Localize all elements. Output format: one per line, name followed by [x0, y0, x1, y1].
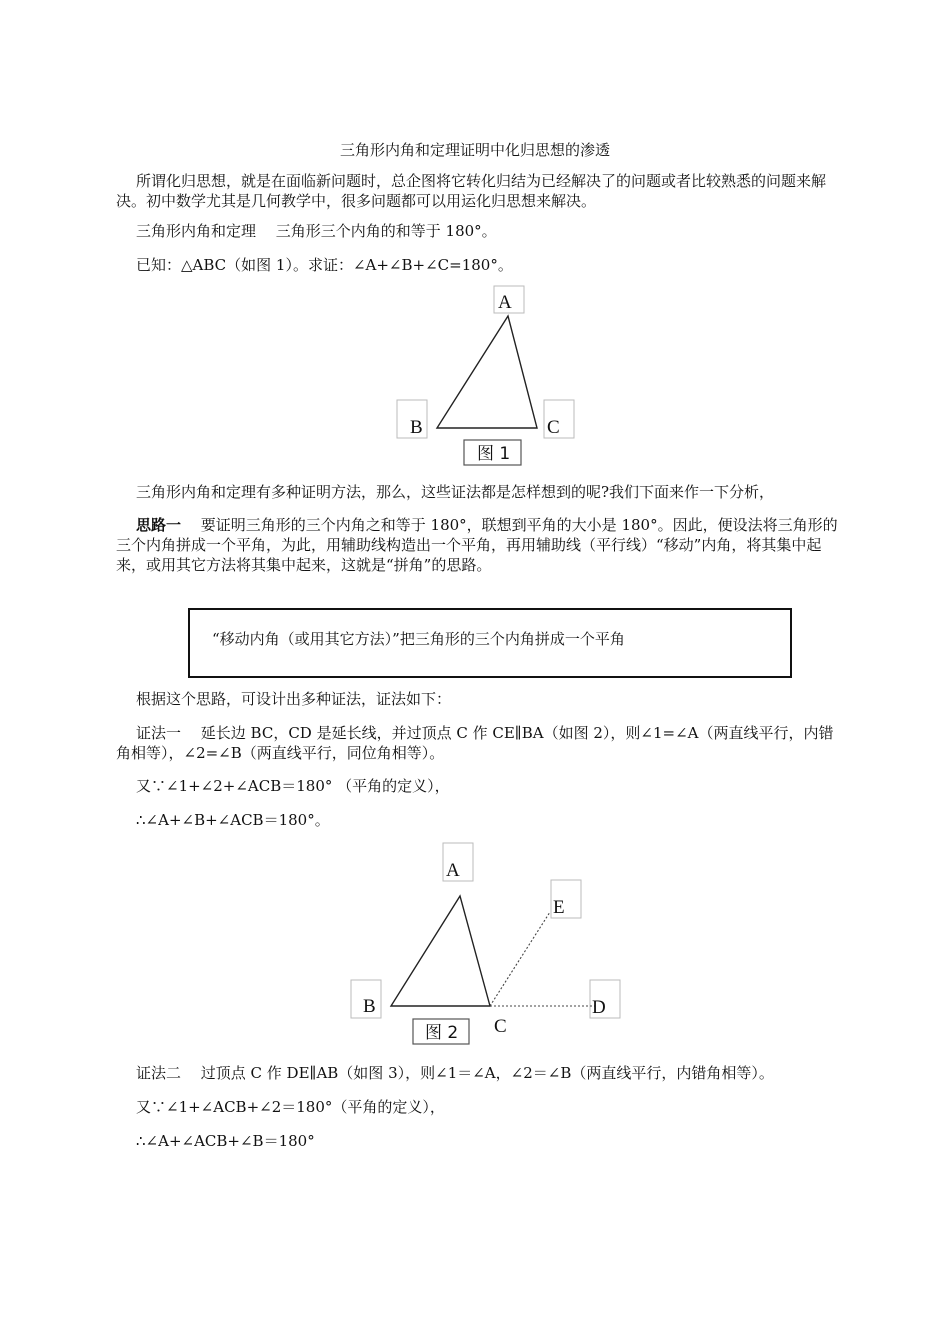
given-statement: 已知：△ABC（如图 1）。求证：∠A+∠B+∠C=180°。: [136, 256, 513, 274]
vertex-label-a2: A: [446, 860, 460, 881]
proof-2-line-3: ∴∠A+∠ACB+∠B＝180°: [136, 1132, 315, 1150]
caption-box-1: [464, 440, 521, 465]
idea-1-heading: 思路一: [136, 516, 182, 534]
key-idea-box: [188, 608, 792, 678]
label-box-b2: [351, 980, 381, 1018]
label-box-a2: [443, 843, 473, 881]
label-box-d2: [590, 980, 620, 1018]
key-idea-text: “移动内角（或用其它方法）”把三角形的三个内角拼成一个平角: [212, 630, 625, 648]
point-label-e: E: [553, 897, 565, 918]
according-text: 根据这个思路，可设计出多种证法，证法如下：: [136, 690, 452, 708]
idea-1-text: 要证明三角形的三个内角之和等于 180°，联想到平角的大小是 180°。因此，便设法将三角形的三个内角拼成一个平角，为此，用辅助线构造出一个平角，再用辅助线（平行线）“移动”内角，将其集中起来，或用其它方法将其集中起来，这就是“拼角”的思路。: [116, 516, 838, 574]
figure-2: [351, 843, 620, 1044]
label-box-e2: [551, 880, 581, 918]
idea-1-paragraph: [116, 515, 838, 575]
figure-1: [397, 286, 574, 465]
label-box-c: [544, 400, 574, 438]
label-box-b: [397, 400, 427, 438]
proof-2-line-1: 证法二 过顶点 C 作 DE∥AB（如图 3），则∠1＝∠A，∠2＝∠B（两直线平行，内错角相等）。: [136, 1064, 774, 1082]
theorem-statement: 三角形内角和定理 三角形三个内角的和等于 180°。: [136, 222, 497, 240]
vertex-label-b2: B: [363, 996, 376, 1017]
intro-paragraph: 所谓化归思想，就是在面临新问题时，总企图将它转化归结为已经解决了的问题或者比较熟悉的问题来解决。初中数学尤其是几何教学中，很多问题都可以用运化归思想来解决。: [116, 172, 827, 210]
label-box-a: [494, 286, 524, 313]
vertex-label-b: B: [410, 417, 423, 438]
proof-1-line-3: ∴∠A+∠B+∠ACB＝180°。: [136, 811, 330, 829]
triangle-abc: [437, 316, 537, 428]
analysis-text: 三角形内角和定理有多种证明方法，那么，这些证法都是怎样想到的呢?我们下面来作一下分析，: [136, 483, 775, 501]
vertex-label-c2: C: [494, 1016, 507, 1037]
proof-1-line-2: 又∵∠1+∠2+∠ACB＝180° （平角的定义），: [136, 777, 450, 795]
figure-2-caption: 图 2: [425, 1023, 459, 1043]
document-title: 三角形内角和定理证明中化归思想的渗透: [339, 141, 610, 159]
point-label-d: D: [592, 997, 606, 1018]
triangle-abc-2: [391, 896, 490, 1006]
parallel-line-ce: [490, 912, 550, 1006]
caption-box-2: [413, 1019, 469, 1044]
proof-1-line-1: 证法一 延长边 BC，CD 是延长线，并过顶点 C 作 CE∥BA（如图 2），则∠1=∠A（两直线平行，内错角相等），∠2=∠B（两直线平行，同位角相等）。: [116, 724, 834, 762]
proof-2-line-2: 又∵∠1+∠ACB+∠2＝180°（平角的定义），: [136, 1098, 445, 1116]
vertex-label-a: A: [498, 292, 512, 313]
vertex-label-c: C: [547, 417, 560, 438]
figure-1-caption: 图 1: [477, 444, 511, 464]
